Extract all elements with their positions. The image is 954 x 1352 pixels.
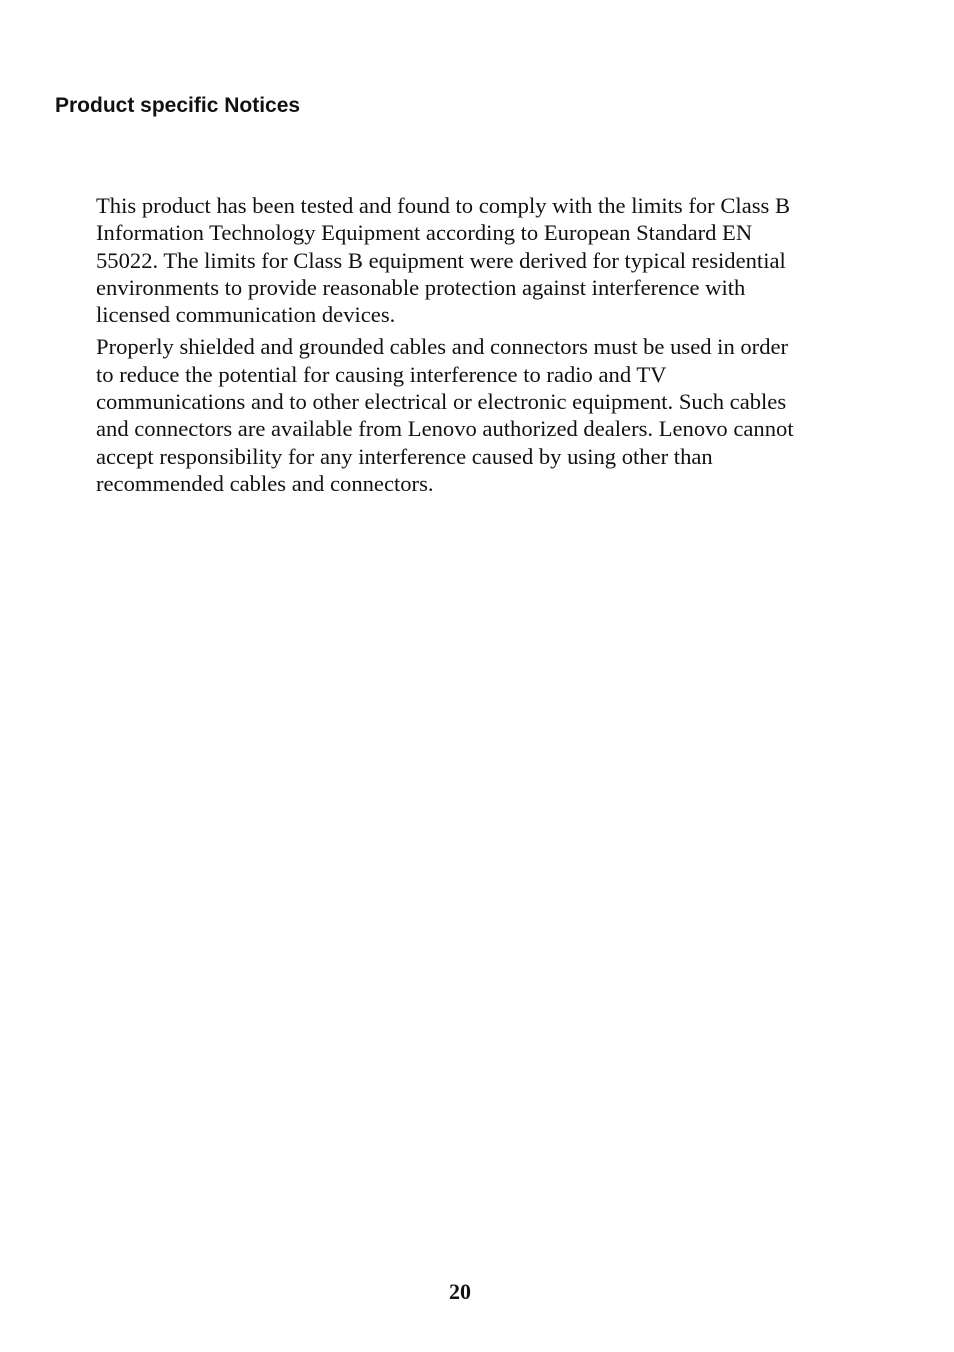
text-line: accept responsibility for any interference caused by using other than: [96, 443, 713, 469]
section-heading: Product specific Notices: [55, 94, 301, 117]
text-line: to reduce the potential for causing interference to radio and TV: [96, 361, 667, 387]
text-line: environments to provide reasonable protection against interference with: [96, 274, 746, 300]
text-line: 55022. The limits for Class B equipment were derived for typical residential: [96, 247, 786, 273]
text-line: Properly shielded and grounded cables and connectors must be used in order: [96, 334, 789, 360]
text-line: This product has been tested and found to comply with the limits for Class B: [96, 193, 791, 218]
page-number: 20: [449, 1279, 471, 1304]
text-line: licensed communication devices.: [96, 302, 396, 328]
compliance-paragraph: [96, 192, 866, 328]
text-line: and connectors are available from Lenovo authorized dealers. Lenovo cannot: [96, 416, 794, 442]
cables-paragraph: [96, 333, 866, 497]
text-line: recommended cables and connectors.: [96, 470, 434, 496]
notice-body: [96, 192, 866, 502]
text-line: communications and to other electrical or electronic equipment. Such cables: [96, 389, 787, 415]
text-line: Information Technology Equipment according to European Standard EN: [96, 220, 753, 246]
